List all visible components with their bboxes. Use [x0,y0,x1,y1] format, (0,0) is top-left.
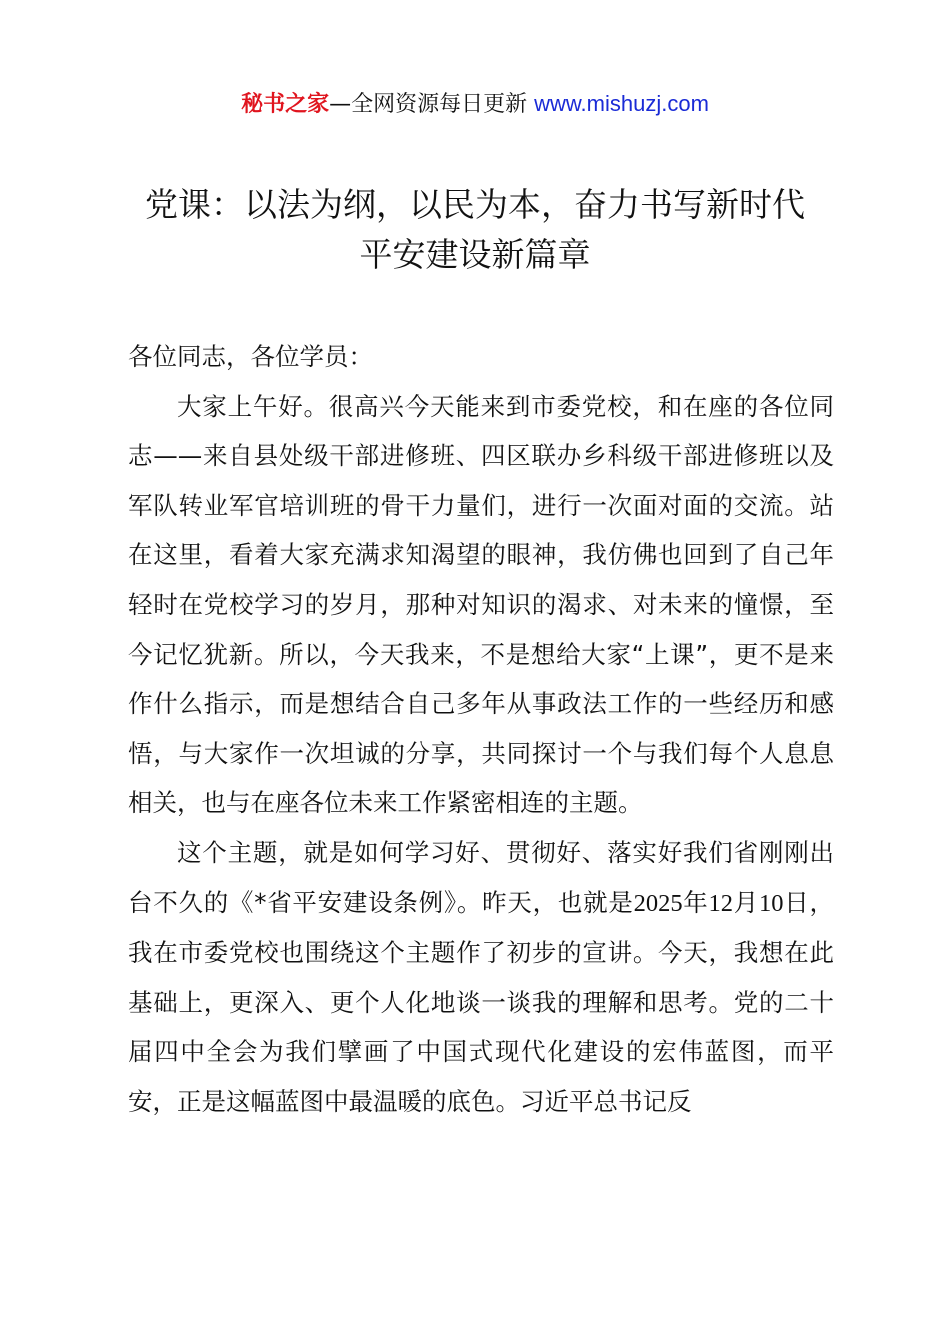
paragraph-2-part-a: 这个主题，就是如何学习好、贯彻好、落实好我们省刚刚出台不久的《*省平安建设条例》。昨天，也就是 [128,837,834,917]
site-brand: 秘书之家 [241,92,330,117]
salutation: 各位同志，各位学员： [128,342,373,371]
paragraph-2-part-b: 年 [682,887,709,917]
site-header [0,88,950,121]
site-tagline: —全网资源每日更新 [329,92,528,117]
document-body [128,332,834,1127]
title-line-1: 党课：以法为纲，以民为本，奋力书写新时代 [145,185,805,224]
paragraph-2-day: 10 [759,889,784,917]
paragraph-2-part-d: 日，我在市委党校也围绕这个主题作了初步的宣讲。今天，我想在此基础上，更深入、更个人化地谈一谈我的理解和思考。党的二十届四中全会为我们擘画了中国式现代化建设的宏伟蓝图，而平安，正是这幅蓝图中最温暖的底色。习近平总书记反 [128,887,835,1116]
paragraph-2 [128,828,834,1127]
paragraph-2-month: 12 [708,889,734,917]
document-title [100,180,850,280]
title-line-2: 平安建设新篇章 [359,235,591,274]
site-url-link[interactable]: www.mishuzj.com [534,91,709,116]
paragraph-2-part-c: 月 [733,887,760,917]
paragraph-1: 大家上午好。很高兴今天能来到市委党校，和在座的各位同志——来自县处级干部进修班、四区联办乡科级干部进修班以及军队转业军官培训班的骨干力量们，进行一次面对面的交流。站在这里，看着大家充满求知渴望的眼神，我仿佛也回到了自己年轻时在党校学习的岁月，那种对知识的渴求、对未来的憧憬，至今记忆犹新。所以，今天我来，不是想给大家“上课”，更不是来作什么指示，而是想结合自己多年从事政法工作的一些经历和感悟，与大家作一次坦诚的分享，共同探讨一个与我们每个人息息相关，也与在座各位未来工作紧密相连的主题。 [128,391,834,818]
paragraph-2-year: 2025 [633,889,683,917]
